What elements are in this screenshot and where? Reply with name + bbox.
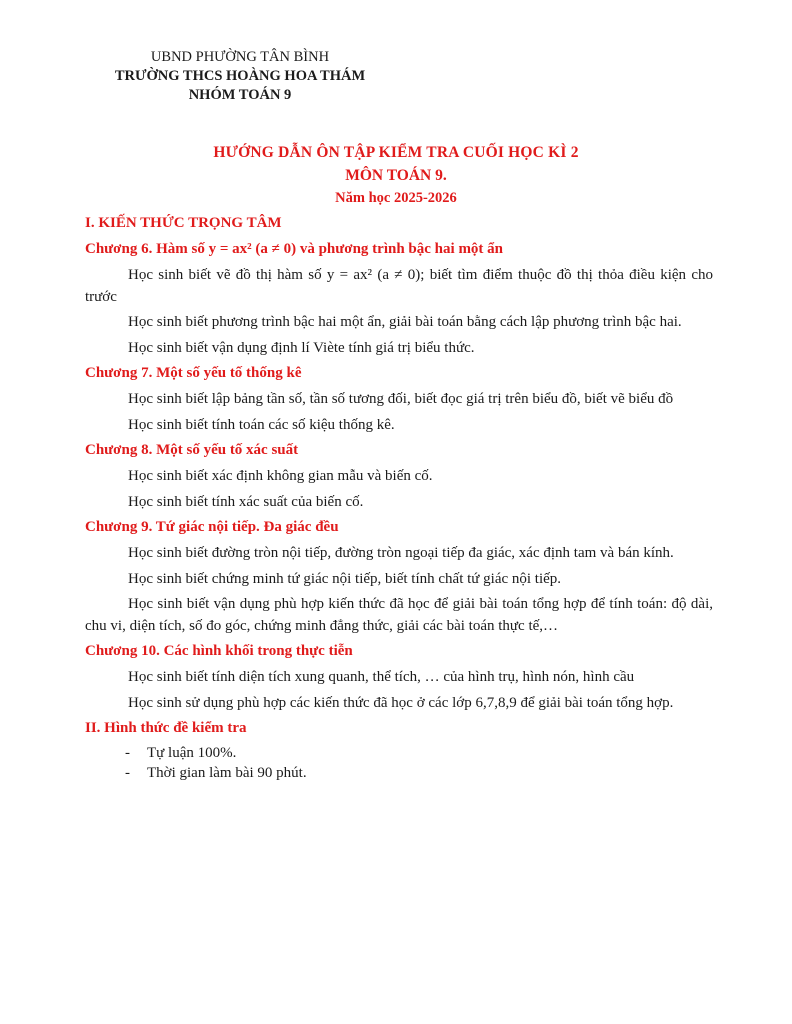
chapter-7-paragraph: Học sinh biết tính toán các số kiệu thống kê. — [128, 416, 395, 433]
chapter-6-paragraph: Học sinh biết vận dụng định lí Viète tính giá trị biểu thức. — [128, 339, 475, 356]
chapter-8-heading: Chương 8. Một số yếu tố xác suất — [85, 442, 299, 458]
doc-title-line3: Năm học 2025-2026 — [335, 190, 457, 206]
chapter-10-paragraph: Học sinh biết tính diện tích xung quanh, thể tích, … của hình trụ, hình nón, hình cầu — [128, 669, 635, 685]
bullet-dash: - — [125, 764, 130, 781]
chapter-9-paragraph: Học sinh biết đường tròn nội tiếp, đường tròn ngoại tiếp đa giác, xác định tam và bán kính. — [128, 545, 674, 561]
doc-title-line2: MÔN TOÁN 9. — [345, 167, 447, 184]
bullet-text: Tự luận 100%. — [147, 745, 237, 761]
letterhead-school: TRƯỜNG THCS HOÀNG HOA THÁM — [114, 68, 366, 84]
list-item — [125, 764, 713, 784]
chapter-9-heading: Chương 9. Tứ giác nội tiếp. Đa giác đều — [85, 519, 339, 535]
letterhead — [82, 48, 398, 105]
chapter-6-paragraph: Học sinh biết vẽ đồ thị hàm số y = ax² (a ≠ 0); biết tìm điểm thuộc đồ thị thỏa điều kiện cho trước — [85, 267, 713, 305]
chapter-8-paragraph: Học sinh biết tính xác suất của biến cố. — [128, 493, 364, 510]
chapter-10-heading: Chương 10. Các hình khối trong thực tiễn — [85, 643, 353, 659]
format-bullet-list — [125, 744, 713, 783]
section-heading-knowledge: I. KIẾN THỨC TRỌNG TÂM — [85, 215, 282, 231]
chapter-10-paragraph: Học sinh sử dụng phù hợp các kiến thức đã học ở các lớp 6,7,8,9 để giải bài toán tổng hợp. — [128, 694, 674, 711]
bullet-text: Thời gian làm bài 90 phút. — [147, 764, 307, 781]
chapter-7-heading: Chương 7. Một số yếu tố thống kê — [85, 365, 302, 381]
doc-title-line1: HƯỚNG DẪN ÔN TẬP KIỂM TRA CUỐI HỌC KÌ 2 — [213, 144, 579, 161]
chapter-8-paragraph: Học sinh biết xác định không gian mẫu và biến cố. — [128, 468, 433, 484]
chapter-9-paragraph: Học sinh biết chứng minh tứ giác nội tiếp, biết tính chất tứ giác nội tiếp. — [128, 570, 562, 587]
document-body — [85, 213, 713, 783]
doc-title — [0, 141, 792, 210]
chapter-9-paragraph: Học sinh biết vận dụng phù hợp kiến thức đã học để giải bài toán tổng hợp để tính toán: độ dài, chu vi, diện tích, số đo góc, chứng minh đẳng thức, giải các bài toán thực tế,… — [85, 596, 713, 634]
letterhead-org: UBND PHƯỜNG TÂN BÌNH — [150, 49, 330, 65]
chapter-7-paragraph: Học sinh biết lập bảng tần số, tần số tương đối, biết đọc giá trị trên biểu đồ, biết vẽ biểu đồ — [128, 391, 674, 407]
section-heading-format: II. Hình thức đề kiểm tra — [85, 720, 247, 736]
list-item — [125, 744, 713, 764]
bullet-dash: - — [125, 745, 130, 761]
chapter-6-paragraph: Học sinh biết phương trình bậc hai một ẩn, giải bài toán bằng cách lập phương trình bậc hai. — [128, 314, 682, 330]
chapter-6-heading: Chương 6. Hàm số y = ax² (a ≠ 0) và phương trình bậc hai một ẩn — [85, 241, 504, 257]
letterhead-group: NHÓM TOÁN 9 — [188, 87, 292, 103]
